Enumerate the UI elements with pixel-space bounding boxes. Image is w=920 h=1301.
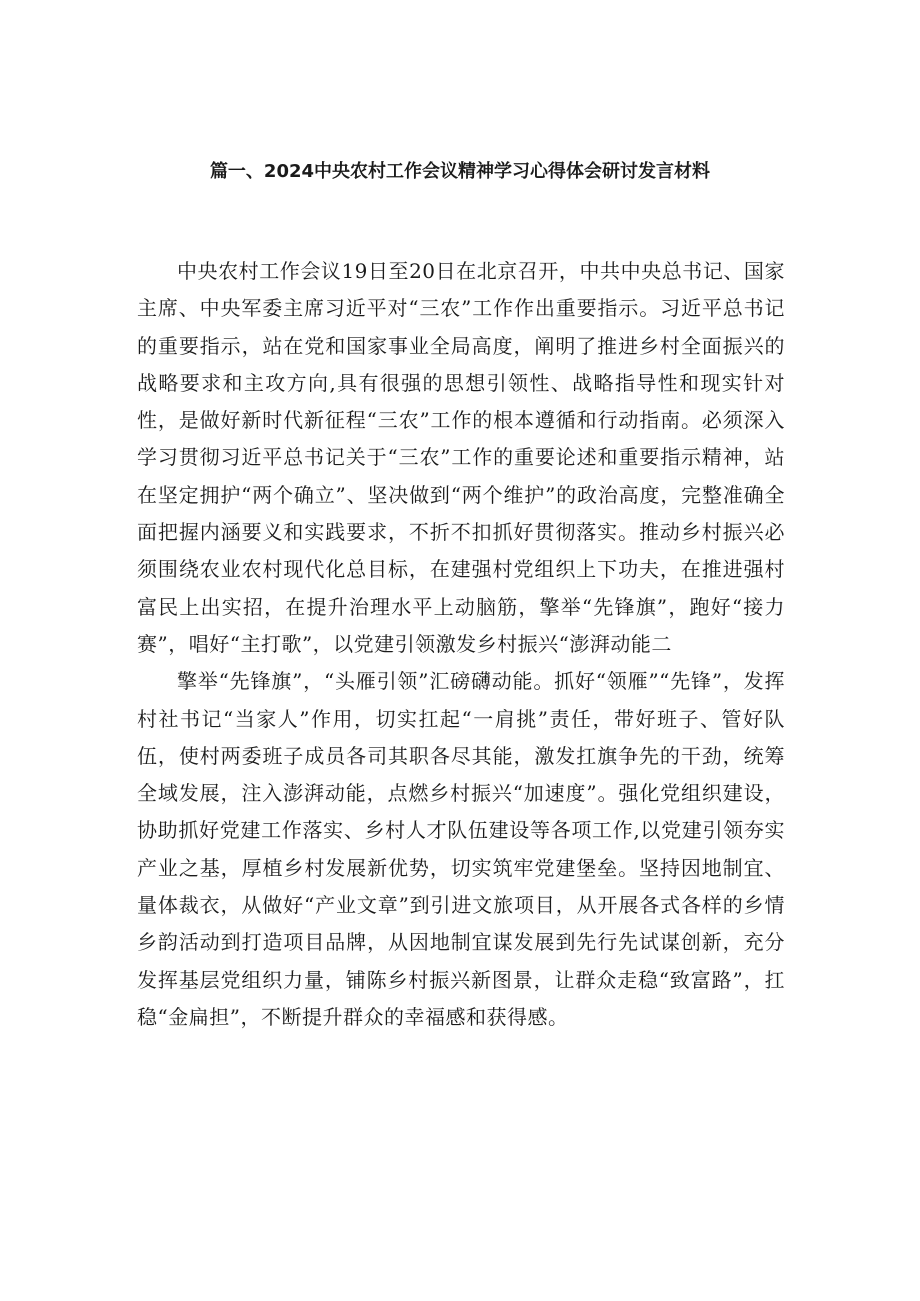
document-body	[137, 253, 785, 1036]
paragraph-2: 擎举“先锋旗”，“头雁引领”汇磅礴动能。抓好“领雁”“先锋”，发挥村社书记“当家人”作用，切实扛起“一肩挑”责任，带好班子、管好队伍，使村两委班子成员各司其职各尽其能，激发扛旗争先的干劲，统筹全域发展，注入澎湃动能，点燃乡村振兴“加速度”。强化党组织建设，协助抓好党建工作落实、乡村人才队伍建设等各项工作,以党建引领夯实产业之基，厚植乡村发展新优势，切实筑牢党建堡垒。坚持因地制宜、量体裁衣，从做好“产业文章”到引进文旅项目，从开展各式各样的乡情乡韵活动到打造项目品牌，从因地制宜谋发展到先行先试谋创新，充分发挥基层党组织力量，铺陈乡村振兴新图景，让群众走稳“致富路”，扛稳“金扁担”，不断提升群众的幸福感和获得感。	[137, 669, 785, 1029]
paragraph-1: 中央农村工作会议19日至20日在北京召开，中共中央总书记、国家主席、中央军委主席习近平对“三农”工作作出重要指示。习近平总书记的重要指示，站在党和国家事业全局高度，阐明了推进乡村全面振兴的战略要求和主攻方向,具有很强的思想引领性、战略指导性和现实针对性，是做好新时代新征程“三农”工作的根本遵循和行动指南。必须深入学习贯彻习近平总书记关于“三农”工作的重要论述和重要指示精神，站在坚定拥护“两个确立”、坚决做到“两个维护”的政治高度，完整准确全面把握内涵要义和实践要求，不折不扣抓好贯彻落实。推动乡村振兴必须围绕农业农村现代化总目标，在建强村党组织上下功夫，在推进强村富民上出实招，在提升治理水平上动脑筋，擎举“先锋旗”，跑好“接力赛”，唱好“主打歌”，以党建引领激发乡村振兴“澎湃动能二	[137, 259, 785, 656]
document-title: 篇一、2024中央农村工作会议精神学习心得体会研讨发言材料	[209, 161, 711, 182]
